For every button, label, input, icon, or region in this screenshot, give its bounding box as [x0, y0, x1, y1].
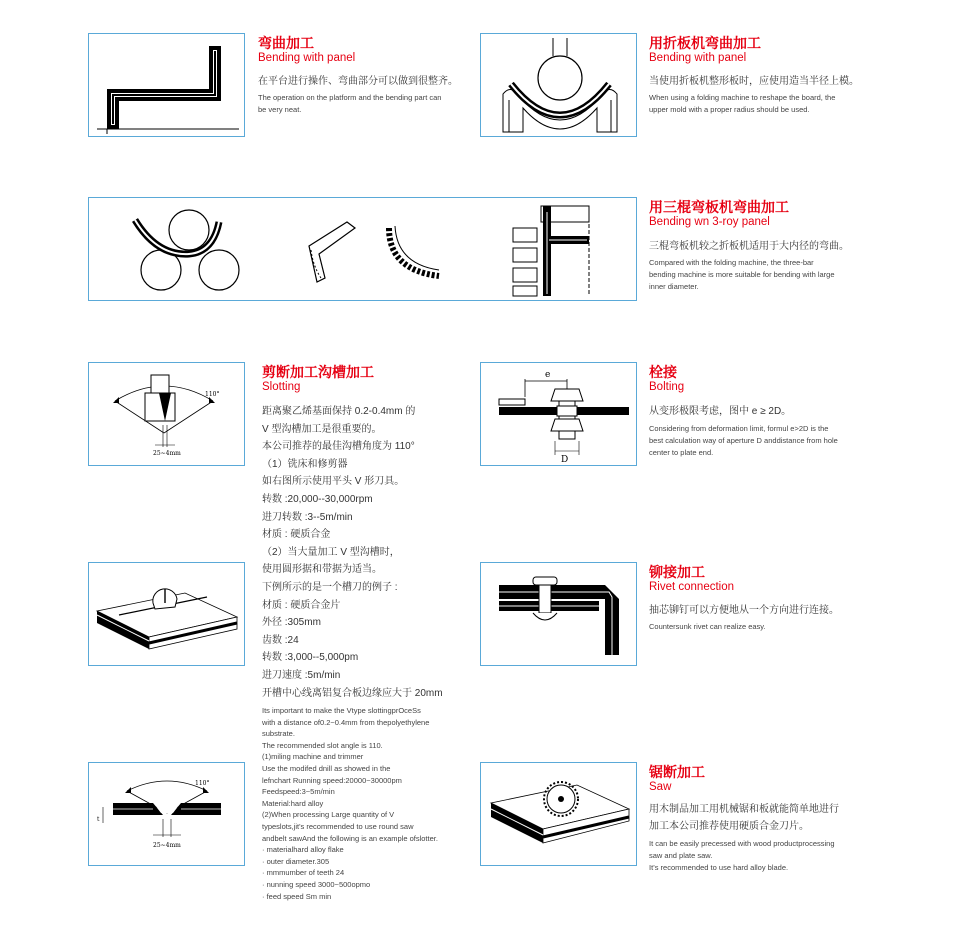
slotting-angle-label-3: 110° [195, 780, 210, 787]
saw-figure [480, 762, 637, 866]
three-roll-desc-en: Compared with the folding machine, the three-bar bending machine is more suitable for bending with large inner diameter. [649, 258, 835, 291]
slotting-list-en: Its important to make the Vtype slottingprOceSs with a distance of0.2~0.4mm from thepolyethylene substrate. The recommended slot angle is 110. (1)miling machine and trimmer Use the modifed dnill as showed in the lefnchart Running speed:20000~30000pm Feedspeed:3~5m/min Material:hard alloy (2)When processing Large quantity of V typeslots,jit's recommended to use round saw andbelt sawAnd the following is an example ofslotter. · materialhard alloy flake · outer diameter.305 · mmmumber of teeth 24 · nunning speed 3000~500opmo · feed speed Sm min [262, 706, 438, 901]
slotting-depth-label-3: t [97, 816, 100, 823]
three-roll-figure [88, 197, 637, 301]
bolting-desc-zh: 从变形极限考虑，图中 e ≥ 2D。 [649, 406, 792, 417]
bending-panel-figure [88, 33, 245, 137]
bending-panel-desc-zh: 在平台进行操作、弯曲部分可以做到很整齐。 [258, 76, 458, 87]
bolting-title-zh: 栓接 [649, 364, 677, 380]
folding-machine-title-zh: 用折板机弯曲加工 [649, 35, 761, 51]
bending-panel-desc-en: The operation on the platform and the bending part can be very neat. [258, 93, 442, 114]
slotting-figure-saw [88, 562, 245, 666]
bending-panel-title-zh: 弯曲加工 [258, 35, 314, 51]
three-roll-illustration [89, 198, 638, 302]
slotting-figure-cutter [88, 362, 245, 466]
folding-machine-desc-en: When using a folding machine to reshape the board, the upper mold with a proper radius should be used. [649, 93, 836, 114]
folding-machine-title-en: Bending with panel [649, 52, 747, 64]
rivet-desc-zh: 抽芯铆钉可以方便地从一个方向进行连接。 [649, 605, 839, 616]
rivet-title-zh: 铆接加工 [649, 564, 705, 580]
saw-illustration [481, 763, 638, 867]
folding-machine-desc-zh: 当使用折板机整形板时，应使用造当半径上模。 [649, 76, 859, 87]
three-roll-title-zh: 用三棍弯板机弯曲加工 [649, 199, 789, 215]
bolting-figure [480, 362, 637, 466]
slotting-width-label-3: 25~4mm [153, 842, 181, 849]
rivet-title-en: Rivet connection [649, 581, 735, 593]
slotting-title-zh: 剪断加工沟槽加工 [262, 364, 374, 380]
saw-title-zh: 锯断加工 [649, 764, 705, 780]
slotting-angle-label-1: 110° [205, 391, 220, 398]
bolting-desc-en: Considering from deformation limit, formul e>2D is the best calculation way of aperture D anddistance from hole center to plate end. [649, 424, 838, 457]
bolting-e-label: e [545, 370, 551, 380]
rivet-figure [480, 562, 637, 666]
bending-panel-illustration [89, 34, 246, 138]
slotting-figure-vgroove [88, 762, 245, 866]
rivet-illustration [481, 563, 638, 667]
slotting-width-label-1: 25~4mm [153, 450, 181, 457]
bolting-title-en: Bolting [649, 381, 685, 393]
saw-desc-zh: 用木制品加工用机械锯和板就能简单地进行 加工本公司推荐使用硬质合金刀片。 [649, 804, 839, 832]
slotting-saw-illustration [89, 563, 246, 667]
three-roll-title-en: Bending wn 3-roy panel [649, 216, 770, 228]
bolting-illustration [481, 363, 638, 467]
bending-panel-title-en: Bending with panel [258, 52, 356, 64]
slotting-vgroove-illustration [89, 763, 246, 867]
slotting-list-zh: 距离聚乙烯基面保持 0.2-0.4mm 的 V 型沟槽加工是很重要的。 本公司推荐的最佳沟槽角度为 110° （1）铣床和修剪器 如右图所示使用平头 V 形刀具。 转数 :20,000--30,000rpm 进刀转数 :3--5m/min 材质 : 硬质合金 （2）当大量加工 V 型沟槽时， 使用圆形据和带据为适当。 下例所示的是一个槽刀的例子 : 材质 : 硬质合金片 外径 :305mm 齿数 :24 转数 :3,000--5,000pm 进刀速度 :5m/min 开槽中心线离铝复合板边缘应大于 20mm [262, 406, 443, 699]
slotting-title-en: Slotting [262, 381, 301, 393]
folding-machine-illustration [481, 34, 638, 138]
folding-machine-figure [480, 33, 637, 137]
three-roll-desc-zh: 三棍弯板机较之折板机适用于大内径的弯曲。 [649, 241, 849, 252]
rivet-desc-en: Countersunk rivet can realize easy. [649, 622, 766, 631]
slotting-cutter-illustration [89, 363, 246, 467]
saw-title-en: Saw [649, 781, 672, 793]
saw-desc-en: It can be easily precessed with wood productprocessing saw and plate saw. It’s recommended to use hard alloy blade. [649, 839, 835, 872]
bolting-d-label: D [561, 455, 569, 465]
